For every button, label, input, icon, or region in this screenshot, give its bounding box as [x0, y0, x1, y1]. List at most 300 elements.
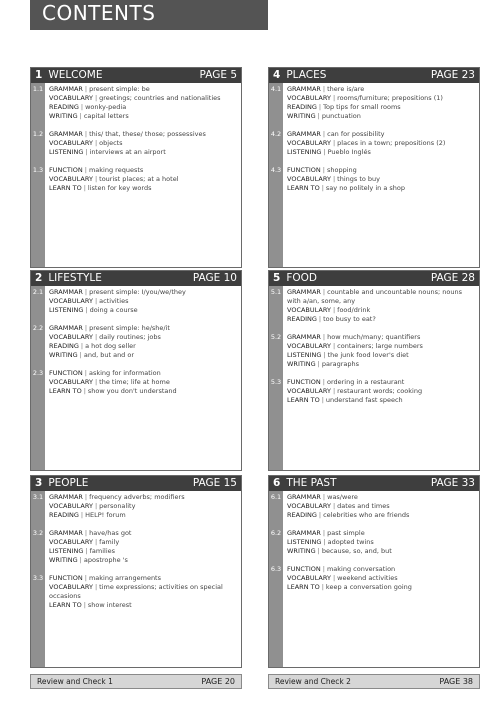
lesson-4.3 — [269, 164, 479, 200]
separator: | — [79, 112, 82, 120]
unit-body — [31, 83, 241, 267]
skill-label: VOCABULARY — [49, 538, 93, 546]
lesson-line[interactable] — [49, 85, 237, 94]
lesson-line[interactable] — [287, 493, 475, 502]
lesson-number: 6.3 — [270, 565, 282, 573]
lesson-2.1 — [31, 286, 241, 322]
lesson-number: 1.3 — [32, 166, 44, 174]
lesson-line[interactable] — [287, 184, 475, 193]
unit-body — [269, 286, 479, 470]
lesson-line[interactable] — [287, 148, 475, 157]
lesson-line[interactable] — [49, 538, 237, 547]
unit-heading — [35, 476, 88, 491]
unit-number: 1 — [35, 69, 43, 81]
review-footer-2[interactable] — [268, 674, 480, 689]
skill-content: Pueblo Inglés — [327, 148, 371, 156]
unit-title: PEOPLE — [48, 477, 89, 489]
lesson-line[interactable] — [49, 112, 237, 121]
separator: | — [332, 94, 336, 102]
skill-content: asking for information — [88, 369, 161, 377]
skill-label: LISTENING — [287, 538, 322, 546]
skill-label: WRITING — [49, 351, 78, 359]
skill-content: can for possibility — [327, 130, 385, 138]
unit-page: PAGE 15 — [192, 477, 237, 489]
skill-label: FUNCTION — [49, 369, 83, 377]
lesson-number: 5.1 — [270, 288, 282, 296]
separator: | — [322, 493, 326, 501]
lesson-line[interactable] — [49, 297, 237, 306]
unit-5 — [268, 270, 480, 471]
lesson-number: 4.2 — [270, 130, 282, 138]
lesson-line[interactable] — [287, 565, 475, 574]
unit-number: 4 — [273, 69, 281, 81]
skill-content: places in a town; prepositions (2) — [337, 139, 446, 147]
lesson-2.2 — [31, 322, 241, 367]
separator: | — [332, 139, 336, 147]
lesson-3.2 — [31, 527, 241, 572]
separator: | — [332, 342, 336, 350]
unit-number: 5 — [273, 272, 281, 284]
skill-label: VOCABULARY — [49, 94, 93, 102]
lesson-number: 3.2 — [32, 529, 44, 537]
lesson-number: 1.1 — [32, 85, 44, 93]
skill-content: show you don't understand — [87, 387, 177, 395]
lesson-6.1 — [269, 491, 479, 527]
unit-heading — [273, 271, 317, 286]
unit-header[interactable] — [31, 476, 241, 491]
skill-label: WRITING — [287, 112, 316, 120]
skill-content: food/drink — [337, 306, 371, 314]
skill-content: doing a course — [89, 306, 138, 314]
lesson-line[interactable] — [49, 324, 237, 333]
skill-content: present simple: he/she/it — [89, 324, 170, 332]
lesson-line[interactable] — [49, 288, 237, 297]
lesson-6.3 — [269, 563, 479, 599]
skill-label: VOCABULARY — [287, 94, 331, 102]
lesson-line[interactable] — [49, 351, 237, 360]
skill-content: present simple: I/you/we/they — [89, 288, 186, 296]
skill-label: VOCABULARY — [49, 175, 93, 183]
lesson-1.2 — [31, 128, 241, 164]
lesson-line[interactable] — [287, 387, 475, 396]
unit-number: 2 — [35, 272, 43, 284]
lesson-line[interactable] — [287, 538, 475, 547]
skill-label: LEARN TO — [49, 601, 82, 609]
lesson-number: 6.1 — [270, 493, 282, 501]
skill-content: restaurant words; cooking — [337, 387, 423, 395]
skill-content: say no politely in a shop — [325, 184, 405, 192]
unit-number: 6 — [273, 477, 281, 489]
skill-label: GRAMMAR — [49, 324, 83, 332]
skill-label: WRITING — [287, 547, 316, 555]
unit-body — [31, 491, 241, 667]
review-page: PAGE 38 — [439, 677, 473, 686]
skill-content: frequency adverbs; modifiers — [89, 493, 185, 501]
unit-header[interactable] — [269, 68, 479, 83]
lesson-1.1 — [31, 83, 241, 128]
unit-2 — [30, 270, 242, 471]
lesson-line[interactable] — [49, 601, 237, 610]
separator: | — [94, 333, 98, 341]
lesson-line[interactable] — [49, 574, 237, 583]
lesson-line[interactable] — [49, 583, 237, 601]
skill-label: WRITING — [287, 360, 316, 368]
skill-content: this/ that, these/ those; possessives — [89, 130, 206, 138]
separator: | — [318, 511, 322, 519]
separator: | — [94, 139, 98, 147]
separator: | — [84, 529, 88, 537]
lesson-line[interactable] — [49, 369, 237, 378]
lesson-line[interactable] — [49, 166, 237, 175]
lesson-line[interactable] — [49, 306, 237, 315]
lesson-line[interactable] — [287, 85, 475, 94]
separator: | — [83, 184, 86, 192]
skill-content: daily routines; jobs — [99, 333, 161, 341]
lesson-line[interactable] — [287, 511, 475, 520]
skill-content: capital letters — [83, 112, 129, 120]
unit-number: 3 — [35, 477, 43, 489]
lesson-line[interactable] — [49, 184, 237, 193]
separator: | — [322, 333, 326, 341]
skill-label: GRAMMAR — [287, 288, 321, 296]
lesson-number: 2.2 — [32, 324, 44, 332]
skill-content: have/has got — [89, 529, 132, 537]
separator: | — [322, 85, 326, 93]
separator: | — [94, 583, 98, 591]
separator: | — [94, 297, 98, 305]
lesson-line[interactable] — [287, 112, 475, 121]
skill-label: LISTENING — [49, 306, 84, 314]
lesson-line[interactable] — [49, 387, 237, 396]
unit-title: FOOD — [286, 272, 317, 284]
lesson-number: 2.3 — [32, 369, 44, 377]
separator: | — [84, 85, 88, 93]
unit-page: PAGE 28 — [430, 272, 475, 284]
unit-page: PAGE 5 — [199, 69, 237, 81]
skill-label: VOCABULARY — [49, 333, 93, 341]
skill-content: shopping — [326, 166, 357, 174]
lesson-line[interactable] — [49, 529, 237, 538]
page-title: CONTENTS — [30, 0, 268, 30]
skill-label: VOCABULARY — [287, 574, 331, 582]
skill-label: GRAMMAR — [49, 529, 83, 537]
separator: | — [321, 583, 324, 591]
skill-label: FUNCTION — [49, 166, 83, 174]
skill-label: READING — [287, 315, 317, 323]
lesson-line[interactable] — [287, 103, 475, 112]
skill-content: personality — [99, 502, 136, 510]
unit-1 — [30, 67, 242, 268]
separator: | — [323, 351, 326, 359]
separator: | — [322, 166, 325, 174]
lesson-line[interactable] — [287, 529, 475, 538]
separator: | — [332, 175, 336, 183]
separator: | — [317, 112, 320, 120]
skill-content: adopted twins — [327, 538, 374, 546]
skill-label: VOCABULARY — [49, 502, 93, 510]
separator: | — [322, 378, 325, 386]
lesson-line[interactable] — [49, 139, 237, 148]
unit-page: PAGE 10 — [192, 272, 237, 284]
lesson-line[interactable] — [49, 103, 237, 112]
skill-content: things to buy — [337, 175, 381, 183]
skill-content: making requests — [88, 166, 144, 174]
skill-content: how much/many; quantifiers — [327, 333, 421, 341]
lesson-4.2 — [269, 128, 479, 164]
lesson-line[interactable] — [49, 511, 237, 520]
skill-label: GRAMMAR — [49, 493, 83, 501]
skill-content: objects — [99, 139, 123, 147]
lesson-line[interactable] — [287, 130, 475, 139]
lesson-line[interactable] — [287, 166, 475, 175]
lesson-line[interactable] — [49, 556, 237, 565]
separator: | — [80, 342, 84, 350]
skill-content: countable and uncountable nouns; nouns with a/an, some, any — [287, 288, 462, 305]
separator: | — [84, 574, 87, 582]
lesson-line[interactable] — [287, 502, 475, 511]
unit-title: WELCOME — [48, 69, 103, 81]
lesson-line[interactable] — [287, 342, 475, 351]
separator: | — [85, 306, 88, 314]
skill-content: Top tips for small rooms — [323, 103, 401, 111]
skill-label: READING — [287, 103, 317, 111]
separator: | — [323, 538, 326, 546]
skill-content: tourist places; at a hotel — [99, 175, 179, 183]
skill-label: LEARN TO — [287, 184, 320, 192]
separator: | — [322, 288, 326, 296]
lesson-number: 6.2 — [270, 529, 282, 537]
lesson-number: 2.1 — [32, 288, 44, 296]
skill-label: FUNCTION — [287, 166, 321, 174]
lesson-line[interactable] — [287, 574, 475, 583]
separator: | — [84, 324, 88, 332]
skill-label: FUNCTION — [287, 378, 321, 386]
skill-content: punctuation — [321, 112, 361, 120]
skill-content: families — [89, 547, 116, 555]
skill-content: time expressions; activities on special occasions — [49, 583, 223, 600]
skill-label: VOCABULARY — [287, 502, 331, 510]
lesson-number: 3.1 — [32, 493, 44, 501]
lesson-line[interactable] — [287, 288, 475, 306]
unit-body — [269, 83, 479, 267]
lesson-line[interactable] — [49, 342, 237, 351]
unit-heading — [35, 68, 102, 83]
lesson-number: 4.3 — [270, 166, 282, 174]
unit-page: PAGE 23 — [430, 69, 475, 81]
unit-header[interactable] — [269, 271, 479, 286]
skill-label: GRAMMAR — [287, 85, 321, 93]
separator: | — [94, 538, 98, 546]
skill-label: LISTENING — [49, 148, 84, 156]
unit-header[interactable] — [31, 68, 241, 83]
skill-label: GRAMMAR — [49, 288, 83, 296]
separator: | — [318, 103, 322, 111]
separator: | — [83, 387, 86, 395]
unit-body — [269, 491, 479, 667]
skill-label: LISTENING — [49, 547, 84, 555]
skill-content: greetings; countries and nationalities — [99, 94, 221, 102]
separator: | — [323, 148, 326, 156]
skill-label: LEARN TO — [287, 396, 320, 404]
lesson-3.3 — [31, 572, 241, 617]
lesson-number: 1.2 — [32, 130, 44, 138]
skill-content: dates and times — [337, 502, 390, 510]
lesson-line[interactable] — [287, 351, 475, 360]
skill-content: containers; large numbers — [337, 342, 423, 350]
skill-label: WRITING — [49, 556, 78, 564]
separator: | — [79, 351, 82, 359]
lesson-line[interactable] — [49, 547, 237, 556]
lesson-number: 4.1 — [270, 85, 282, 93]
skill-content: because, so, and, but — [321, 547, 392, 555]
unit-4 — [268, 67, 480, 268]
skill-content: keep a conversation going — [325, 583, 412, 591]
lesson-line[interactable] — [49, 130, 237, 139]
skill-label: GRAMMAR — [49, 85, 83, 93]
skill-content: too busy to eat? — [323, 315, 376, 323]
lesson-line[interactable] — [49, 94, 237, 103]
skill-content: HELP! forum — [85, 511, 126, 519]
lesson-line[interactable] — [287, 94, 475, 103]
skill-content: weekend activities — [337, 574, 398, 582]
separator: | — [79, 556, 82, 564]
skill-label: FUNCTION — [49, 574, 83, 582]
skill-label: LEARN TO — [49, 184, 82, 192]
unit-page: PAGE 33 — [430, 477, 475, 489]
skill-content: was/were — [327, 493, 358, 501]
separator: | — [80, 511, 84, 519]
unit-header[interactable] — [269, 476, 479, 491]
separator: | — [80, 103, 84, 111]
skill-content: wonky-pedia — [85, 103, 127, 111]
skill-label: VOCABULARY — [287, 306, 331, 314]
unit-heading — [35, 271, 102, 286]
skill-content: a hot dog seller — [85, 342, 136, 350]
skill-content: understand fast speech — [325, 396, 403, 404]
separator: | — [332, 387, 336, 395]
skill-label: GRAMMAR — [287, 493, 321, 501]
separator: | — [84, 166, 87, 174]
lesson-line[interactable] — [49, 378, 237, 387]
separator: | — [85, 148, 88, 156]
lesson-5.2 — [269, 331, 479, 376]
skill-content: making arrangements — [88, 574, 161, 582]
separator: | — [84, 130, 88, 138]
unit-heading — [273, 476, 337, 491]
lesson-number: 5.3 — [270, 378, 282, 386]
lesson-line[interactable] — [287, 583, 475, 592]
skill-label: READING — [49, 511, 79, 519]
lesson-line[interactable] — [287, 306, 475, 315]
skill-content: paragraphs — [321, 360, 360, 368]
lesson-line[interactable] — [49, 333, 237, 342]
lesson-line[interactable] — [49, 493, 237, 502]
lesson-line[interactable] — [287, 315, 475, 324]
lesson-5.3 — [269, 376, 479, 412]
lesson-line[interactable] — [49, 502, 237, 511]
skill-label: READING — [49, 103, 79, 111]
unit-header[interactable] — [31, 271, 241, 286]
skill-label: FUNCTION — [287, 565, 321, 573]
skill-label: LISTENING — [287, 148, 322, 156]
skill-label: GRAMMAR — [49, 130, 83, 138]
skill-label: VOCABULARY — [287, 342, 331, 350]
skill-label: READING — [49, 342, 79, 350]
separator: | — [83, 601, 86, 609]
unit-title: LIFESTYLE — [48, 272, 102, 284]
skill-label: READING — [287, 511, 317, 519]
separator: | — [85, 547, 88, 555]
skill-label: VOCABULARY — [49, 583, 93, 591]
skill-content: family — [99, 538, 120, 546]
lesson-number: 3.3 — [32, 574, 44, 582]
review-label: Review and Check 1 — [37, 677, 113, 686]
skill-label: GRAMMAR — [287, 529, 321, 537]
separator: | — [94, 502, 98, 510]
skill-label: GRAMMAR — [287, 333, 321, 341]
skill-content: present simple: be — [89, 85, 150, 93]
unit-heading — [273, 68, 326, 83]
skill-content: listen for key words — [87, 184, 152, 192]
skill-content: there is/are — [327, 85, 365, 93]
skill-label: VOCABULARY — [287, 139, 331, 147]
skill-content: apostrophe 's — [83, 556, 128, 564]
separator: | — [94, 175, 98, 183]
skill-content: the time; life at home — [99, 378, 170, 386]
separator: | — [94, 94, 98, 102]
lesson-line[interactable] — [287, 396, 475, 405]
unit-title: THE PAST — [286, 477, 337, 489]
lesson-line[interactable] — [287, 547, 475, 556]
separator: | — [84, 288, 88, 296]
lesson-line[interactable] — [287, 139, 475, 148]
lesson-5.1 — [269, 286, 479, 331]
separator: | — [318, 315, 322, 323]
skill-label: VOCABULARY — [49, 139, 93, 147]
unit-body — [31, 286, 241, 470]
lesson-3.1 — [31, 491, 241, 527]
skill-label: VOCABULARY — [49, 297, 93, 305]
lesson-line[interactable] — [49, 175, 237, 184]
lesson-line[interactable] — [287, 378, 475, 387]
lesson-number: 5.2 — [270, 333, 282, 341]
review-footer-1[interactable] — [30, 674, 242, 689]
skill-content: celebrities who are friends — [323, 511, 410, 519]
lesson-line[interactable] — [49, 148, 237, 157]
lesson-2.3 — [31, 367, 241, 403]
skill-content: making conversation — [326, 565, 396, 573]
skill-label: VOCABULARY — [287, 175, 331, 183]
skill-content: interviews at an airport — [89, 148, 166, 156]
skill-label: GRAMMAR — [287, 130, 321, 138]
lesson-1.3 — [31, 164, 241, 200]
separator: | — [321, 396, 324, 404]
unit-6 — [268, 475, 480, 668]
lesson-line[interactable] — [287, 360, 475, 369]
lesson-4.1 — [269, 83, 479, 128]
skill-content: ordering in a restaurant — [326, 378, 405, 386]
skill-label: LISTENING — [287, 351, 322, 359]
separator: | — [322, 529, 326, 537]
skill-content: show interest — [87, 601, 132, 609]
lesson-line[interactable] — [287, 175, 475, 184]
lesson-line[interactable] — [287, 333, 475, 342]
unit-title: PLACES — [286, 69, 327, 81]
skill-content: rooms/furniture; prepositions (1) — [337, 94, 443, 102]
skill-content: the junk food lover's diet — [327, 351, 409, 359]
skill-content: past simple — [327, 529, 365, 537]
separator: | — [332, 502, 336, 510]
